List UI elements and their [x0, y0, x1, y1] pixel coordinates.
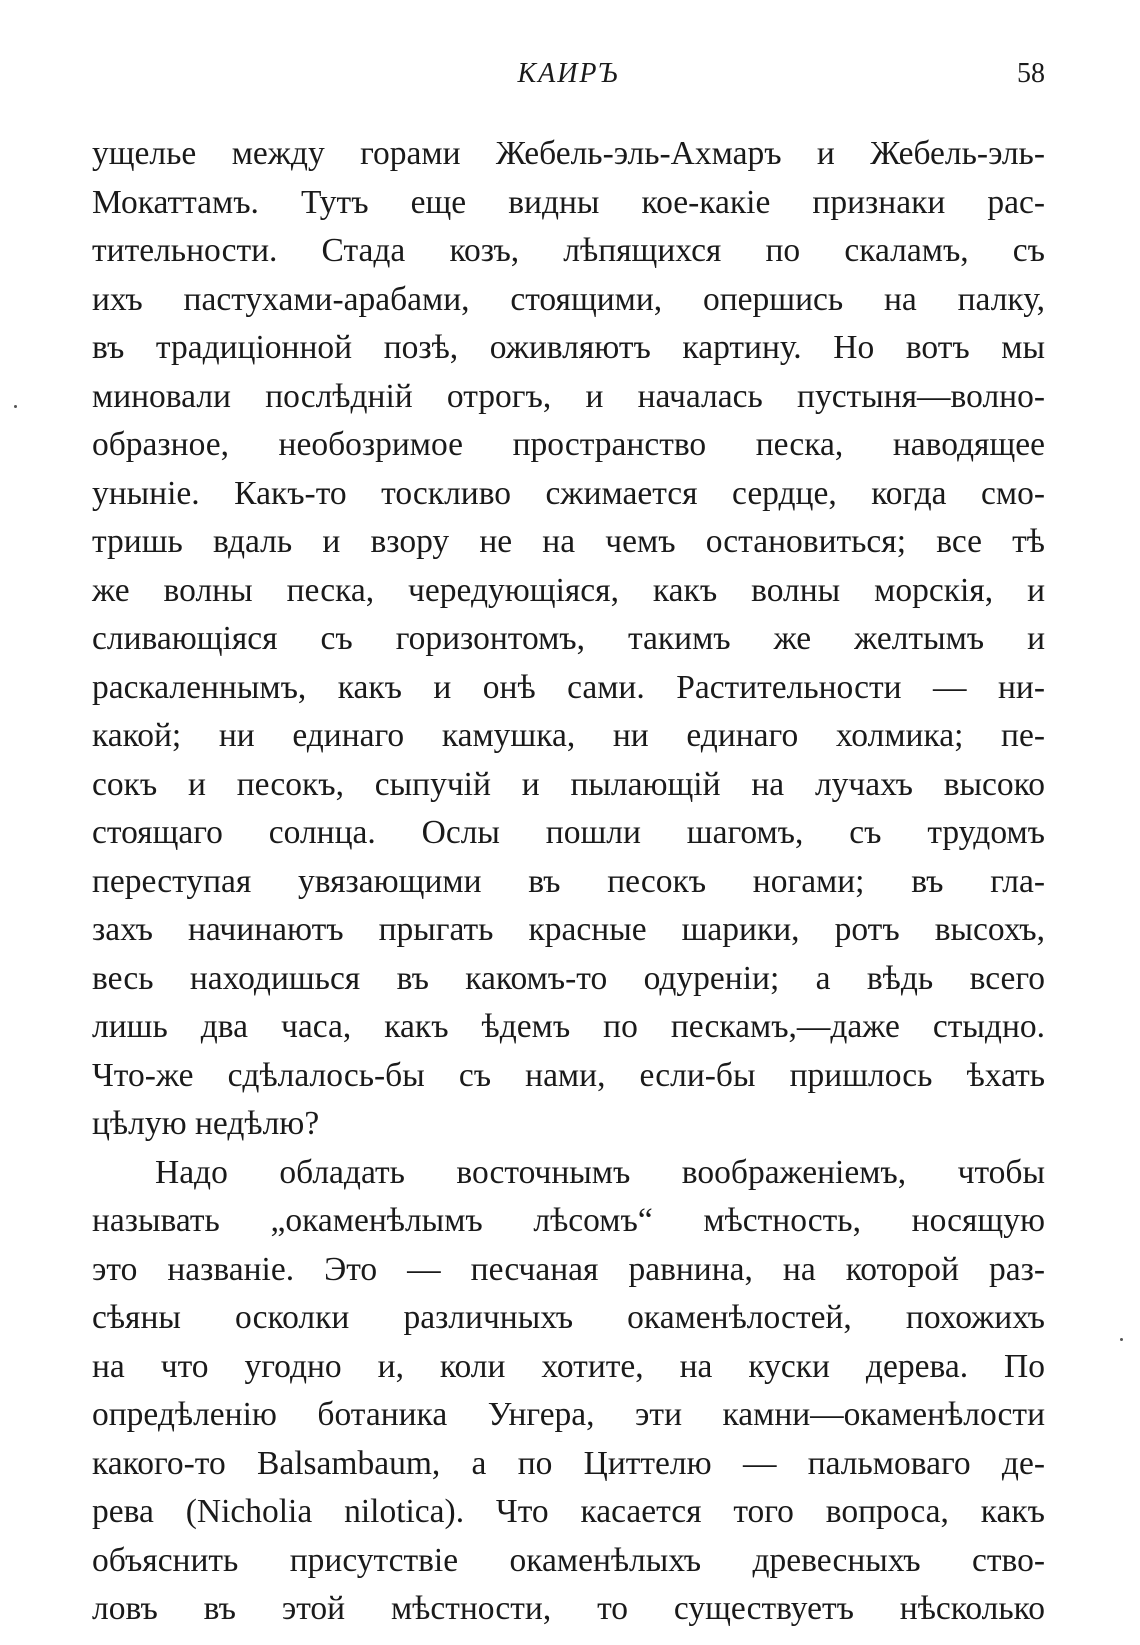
- text-line: миновали послѣдній отрогъ, и началась пустыня—волно-: [92, 377, 1045, 415]
- text-line: раскаленнымъ, какъ и онѣ сами. Растительности — ни-: [92, 668, 1045, 706]
- text-line: захъ начинаютъ прыгать красные шарики, ротъ высохъ,: [92, 911, 1045, 948]
- text-line: тришь вдаль и взору не на чемъ остановиться; все тѣ: [92, 523, 1045, 560]
- text-line: ущелье между горами Жебель-эль-Ахмаръ и Жебель-эль-: [92, 135, 1045, 172]
- text-line: тительности. Стада козъ, лѣпящихся по скаламъ, съ: [92, 232, 1045, 269]
- paragraph-1: [92, 130, 1045, 1149]
- text-line: стоящаго солнца. Ослы пошли шагомъ, съ трудомъ: [92, 814, 1045, 851]
- text-line: же волны песка, чередующіяся, какъ волны морскія, и: [92, 571, 1045, 609]
- text-line: цѣлую недѣлю?: [92, 1105, 320, 1142]
- text-line: это названіе. Это — песчаная равнина, на которой раз-: [92, 1250, 1045, 1288]
- text-line: какого-то Balsambaum, а по Циттелю — пальмоваго де-: [92, 1444, 1045, 1482]
- text-line: рева (Nicholia nilotica). Что касается того вопроса, какъ: [92, 1493, 1045, 1530]
- body-text: [92, 130, 1045, 1634]
- text-line: Что-же сдѣлалось-бы съ нами, если-бы пришлось ѣхать: [92, 1056, 1045, 1094]
- page-number: 58: [1017, 58, 1045, 89]
- text-line: объяснить присутствіе окаменѣлыхъ древесныхъ ство-: [92, 1541, 1045, 1579]
- paragraph-2: [92, 1149, 1045, 1634]
- text-line: переступая увязающими въ песокъ ногами; въ гла-: [92, 862, 1045, 900]
- text-line: на что угодно и, коли хотите, на куски дерева. По: [92, 1347, 1045, 1385]
- page-header: [92, 58, 1045, 98]
- text-line: сѣяны осколки различныхъ окаменѣлостей, похожихъ: [92, 1299, 1045, 1336]
- running-title: КАИРЪ: [517, 58, 620, 89]
- text-line: лишь два часа, какъ ѣдемъ по пескамъ,—даже стыдно.: [92, 1008, 1045, 1045]
- text-line: Мокаттамъ. Тутъ еще видны кое-какіе признаки рас-: [92, 183, 1045, 221]
- text-line: сокъ и песокъ, сыпучій и пылающій на лучахъ высоко: [92, 765, 1045, 803]
- text-line: опредѣленію ботаника Унгера, эти камни—окаменѣлости: [92, 1396, 1045, 1433]
- text-line: въ традиціонной позѣ, оживляютъ картину. Но вотъ мы: [92, 329, 1045, 366]
- scan-speck: [1120, 1338, 1123, 1341]
- text-line: ихъ пастухами-арабами, стоящими, опершись на палку,: [92, 280, 1045, 318]
- text-line: какой; ни единаго камушка, ни единаго холмика; пе-: [92, 717, 1045, 754]
- text-line: ловъ въ этой мѣстности, то существуетъ нѣсколько: [92, 1590, 1045, 1627]
- text-line: Надо обладать восточнымъ воображеніемъ, чтобы: [155, 1153, 1045, 1191]
- text-line: называть „окаменѣлымъ лѣсомъ“ мѣстность, носящую: [92, 1202, 1045, 1239]
- text-line: образное, необозримое пространство песка, наводящее: [92, 426, 1045, 463]
- scan-speck: [14, 405, 17, 408]
- text-line: весь находишься въ какомъ-то одуреніи; а вѣдь всего: [92, 959, 1045, 997]
- text-line: сливающіяся съ горизонтомъ, такимъ же желтымъ и: [92, 620, 1045, 657]
- text-line: уныніе. Какъ-то тоскливо сжимается сердце, когда смо-: [92, 474, 1045, 512]
